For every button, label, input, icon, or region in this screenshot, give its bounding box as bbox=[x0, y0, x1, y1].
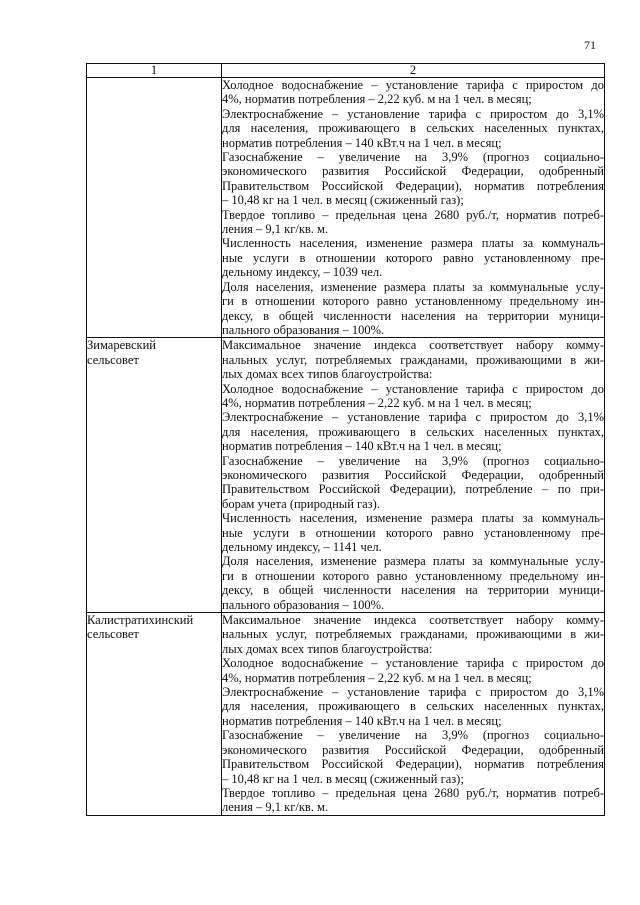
text-line: дельному индексу, – 1141 чел. bbox=[222, 540, 382, 554]
text-line: норматив потребления – 140 кВт.ч на 1 чел. в месяц; bbox=[222, 713, 502, 728]
text-line: ги в отношении которого равно установленному предельному ин- bbox=[222, 568, 604, 583]
text-line: 4%, норматив потребления – 2,22 куб. м на 1 чел. в месяц; bbox=[222, 670, 532, 685]
text-line: Холодное водоснабжение – установление тарифа с приростом до bbox=[222, 78, 604, 92]
text-line: Правительством Российской Федерации), норматив потребления bbox=[222, 757, 604, 772]
text-line: 4%, норматив потребления – 2,22 куб. м на 1 чел. в месяц; bbox=[222, 92, 532, 107]
description-cell bbox=[222, 338, 605, 613]
text-line: ления – 9,1 кг/кв. м. bbox=[222, 800, 329, 815]
paragraph bbox=[222, 454, 604, 512]
text-line: нальных услуг, потребляемых гражданами, проживающими в жи- bbox=[222, 627, 604, 642]
paragraph bbox=[222, 554, 604, 612]
text-line: Газоснабжение – увеличение на 3,9% (прогноз социально- bbox=[222, 453, 604, 468]
paragraph bbox=[222, 786, 604, 815]
text-line: Холодное водоснабжение – установление тарифа с приростом до bbox=[222, 381, 604, 396]
page-number: 71 bbox=[584, 38, 596, 52]
municipality-cell bbox=[87, 613, 222, 816]
text-line: Твердое топливо – предельная цена 2680 руб./т, норматив потреб- bbox=[222, 785, 604, 800]
municipality-name-line: Зимаревский bbox=[87, 338, 156, 353]
text-line: 4%, норматив потребления – 2,22 куб. м на 1 чел. в месяц; bbox=[222, 395, 532, 410]
text-line: для населения, проживающего в сельских населенных пунктах, bbox=[222, 424, 604, 439]
municipality-cell bbox=[87, 338, 222, 613]
text-line: ления – 9,1 кг/кв. м. bbox=[222, 222, 329, 237]
table-row bbox=[87, 338, 605, 613]
text-line: Доля населения, изменение размера платы за коммунальные услу- bbox=[222, 554, 604, 569]
paragraph bbox=[222, 78, 604, 107]
text-line: лых домах всех типов благоустройства: bbox=[222, 367, 433, 382]
column-header: 1 bbox=[87, 64, 222, 78]
text-line: норматив потребления – 140 кВт.ч на 1 чел. в месяц; bbox=[222, 439, 502, 454]
text-line: Численность населения, изменение размера платы за коммуналь- bbox=[222, 511, 604, 526]
text-line: нальных услуг, потребляемых гражданами, проживающими в жи- bbox=[222, 352, 604, 367]
paragraph bbox=[222, 208, 604, 237]
text-line: Численность населения, изменение размера платы за коммуналь- bbox=[222, 236, 604, 251]
table-header-row bbox=[87, 64, 605, 78]
paragraph bbox=[222, 613, 604, 656]
text-line: Максимальное значение индекса соответствует набору комму- bbox=[222, 338, 604, 353]
text-line: Электроснабжение – установление тарифа с приростом до 3,1% bbox=[222, 685, 604, 700]
municipality-cell bbox=[87, 78, 222, 338]
paragraph bbox=[222, 150, 604, 208]
text-line: Доля населения, изменение размера платы за коммунальные услу- bbox=[222, 279, 604, 294]
text-line: экономического развития Российской Федерации, одобренный bbox=[222, 742, 604, 757]
paragraph bbox=[222, 511, 604, 554]
text-line: Электроснабжение – установление тарифа с приростом до 3,1% bbox=[222, 106, 604, 121]
municipality-name-line: сельсовет bbox=[87, 352, 139, 367]
text-line: для населения, проживающего в сельских населенных пунктах, bbox=[222, 699, 604, 714]
description-cell bbox=[222, 78, 605, 338]
text-line: дексу, в общей численности населения на территории муници- bbox=[222, 583, 604, 598]
text-line: Правительством Российской Федерации), норматив потребления bbox=[222, 178, 604, 193]
text-line: Правительством Российской Федерации), потребление – по при- bbox=[222, 482, 604, 497]
paragraph bbox=[222, 685, 604, 728]
text-line: пального образования – 100%. bbox=[222, 597, 385, 612]
paragraph bbox=[222, 728, 604, 786]
text-line: Газоснабжение – увеличение на 3,9% (прогноз социально- bbox=[222, 728, 604, 743]
text-line: пального образования – 100%. bbox=[222, 322, 385, 337]
text-line: экономического развития Российской Федерации, одобренный bbox=[222, 467, 604, 482]
text-line: – 10,48 кг на 1 чел. в месяц (сжиженный газ); bbox=[222, 193, 464, 208]
description-cell bbox=[222, 613, 605, 816]
paragraph bbox=[222, 656, 604, 685]
text-line: Электроснабжение – установление тарифа с приростом до 3,1% bbox=[222, 410, 604, 425]
table-row bbox=[87, 613, 605, 816]
column-header: 2 bbox=[222, 64, 605, 78]
paragraph bbox=[222, 338, 604, 381]
text-line: лых домах всех типов благоустройства: bbox=[222, 641, 433, 656]
tariff-table bbox=[86, 63, 605, 816]
text-line: Газоснабжение – увеличение на 3,9% (прогноз социально- bbox=[222, 150, 604, 165]
text-line: ные услуги в отношении которого равно установленному пре- bbox=[222, 525, 604, 540]
text-line: норматив потребления – 140 кВт.ч на 1 чел. в месяц; bbox=[222, 135, 502, 150]
text-line: – 10,48 кг на 1 чел. в месяц (сжиженный газ); bbox=[222, 771, 464, 786]
text-line: ги в отношении которого равно установленному предельному ин- bbox=[222, 294, 604, 309]
text-line: дельному индексу, – 1039 чел. bbox=[222, 265, 383, 280]
paragraph bbox=[222, 107, 604, 150]
paragraph bbox=[222, 410, 604, 453]
paragraph bbox=[222, 236, 604, 279]
municipality-name-line: сельсовет bbox=[87, 627, 139, 642]
paragraph bbox=[222, 280, 604, 338]
text-line: Максимальное значение индекса соответствует набору комму- bbox=[222, 613, 604, 628]
text-line: экономического развития Российской Федерации, одобренный bbox=[222, 164, 604, 179]
table-row bbox=[87, 78, 605, 338]
text-line: Твердое топливо – предельная цена 2680 руб./т, норматив потреб- bbox=[222, 207, 604, 222]
text-line: борам учета (природный газ). bbox=[222, 496, 380, 511]
text-line: Холодное водоснабжение – установление тарифа с приростом до bbox=[222, 656, 604, 671]
text-line: дексу, в общей численности населения на территории муници- bbox=[222, 308, 604, 323]
text-line: для населения, проживающего в сельских населенных пунктах, bbox=[222, 121, 604, 136]
municipality-name-line: Калистратихинский bbox=[87, 613, 194, 628]
paragraph bbox=[222, 382, 604, 411]
text-line: ные услуги в отношении которого равно установленному пре- bbox=[222, 250, 604, 265]
